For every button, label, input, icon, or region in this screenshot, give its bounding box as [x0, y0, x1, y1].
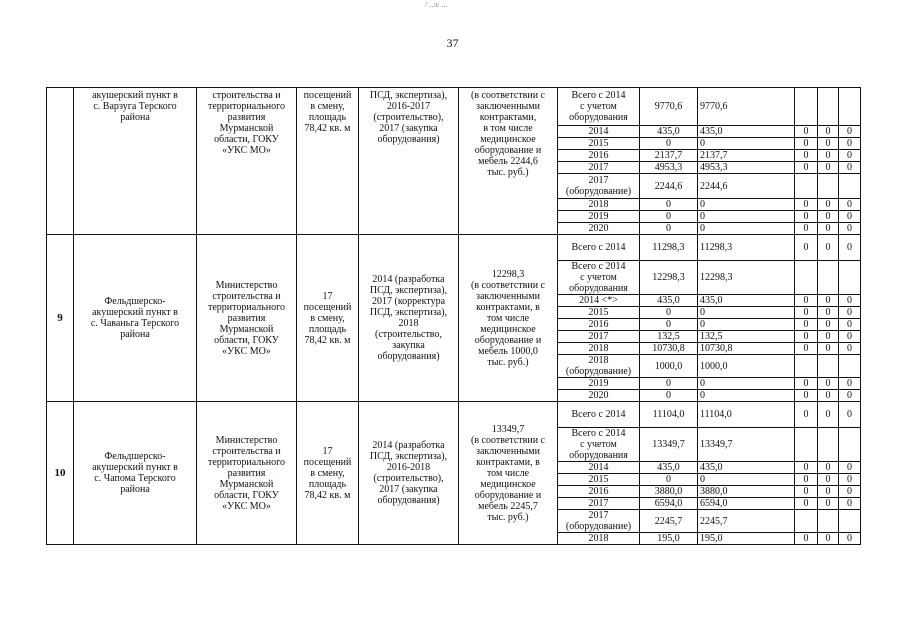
year-label-cell: 2015 — [558, 138, 640, 150]
amount-regional-cell: 435,0 — [698, 295, 795, 307]
amount-local-cell — [818, 88, 839, 126]
amount-local-cell: 0 — [818, 402, 839, 428]
amount-total-cell: 2137,7 — [640, 150, 698, 162]
amount-other-cell — [839, 261, 861, 295]
amount-total-cell: 435,0 — [640, 126, 698, 138]
amount-federal-cell: 0 — [795, 319, 818, 331]
table-row — [47, 235, 861, 261]
period-cell: 2014 (разработка ПСД, экспертиза), 2016-2018 (строительство), 2017 (закупка оборудования) — [359, 402, 459, 545]
amount-federal-cell: 0 — [795, 378, 818, 390]
amount-federal-cell: 0 — [795, 235, 818, 261]
amount-federal-cell: 0 — [795, 211, 818, 223]
amount-federal-cell: 0 — [795, 150, 818, 162]
cost-cell: (в соответствии с заключенными контрактами, в том числе медицинское оборудование и мебель 2244,6 тыс. руб.) — [459, 88, 558, 235]
year-label-cell: 2015 — [558, 474, 640, 486]
amount-local-cell: 0 — [818, 199, 839, 211]
year-label-cell: 2016 — [558, 486, 640, 498]
amount-regional-cell: 11298,3 — [698, 235, 795, 261]
object-name-cell: Фельдшерско- акушерский пункт в с. Чапома Терского района — [74, 402, 197, 545]
year-label-cell: 2014 <*> — [558, 295, 640, 307]
amount-local-cell — [818, 261, 839, 295]
amount-total-cell: 0 — [640, 199, 698, 211]
amount-other-cell — [839, 428, 861, 462]
amount-local-cell: 0 — [818, 150, 839, 162]
year-label-cell: 2017 — [558, 331, 640, 343]
period-cell: ПСД, экспертиза), 2016-2017 (строительство), 2017 (закупка оборудования) — [359, 88, 459, 235]
amount-regional-cell: 13349,7 — [698, 428, 795, 462]
amount-other-cell: 0 — [839, 390, 861, 402]
amount-regional-cell: 0 — [698, 390, 795, 402]
amount-regional-cell: 435,0 — [698, 462, 795, 474]
amount-federal-cell: 0 — [795, 199, 818, 211]
year-label-cell: 2020 — [558, 223, 640, 235]
amount-federal-cell — [795, 261, 818, 295]
amount-federal-cell: 0 — [795, 162, 818, 174]
amount-total-cell: 0 — [640, 223, 698, 235]
executor-cell: Министерство строительства и территориального развития Мурманской области, ГОКУ «УКС МО» — [197, 235, 297, 402]
amount-federal-cell: 0 — [795, 402, 818, 428]
year-label-cell: Всего с 2014 с учетом оборудования — [558, 428, 640, 462]
amount-federal-cell: 0 — [795, 295, 818, 307]
year-label-cell: Всего с 2014 — [558, 402, 640, 428]
year-label-cell: Всего с 2014 — [558, 235, 640, 261]
amount-local-cell: 0 — [818, 331, 839, 343]
cost-cell: 13349,7 (в соответствии с заключенными контрактами, в том числе медицинское оборудование и мебель 2245,7 тыс. руб.) — [459, 402, 558, 545]
year-label-cell: 2018 (оборудование) — [558, 355, 640, 378]
amount-regional-cell: 2244,6 — [698, 174, 795, 199]
amount-other-cell: 0 — [839, 126, 861, 138]
executor-cell: строительства и территориального развития Мурманской области, ГОКУ «УКС МО» — [197, 88, 297, 235]
amount-regional-cell: 0 — [698, 307, 795, 319]
amount-local-cell: 0 — [818, 498, 839, 510]
amount-local-cell: 0 — [818, 343, 839, 355]
capacity-cell: 17 посещений в смену, площадь 78,42 кв. м — [297, 235, 359, 402]
amount-regional-cell: 435,0 — [698, 126, 795, 138]
amount-total-cell: 0 — [640, 307, 698, 319]
amount-total-cell: 3880,0 — [640, 486, 698, 498]
amount-federal-cell: 0 — [795, 343, 818, 355]
amount-federal-cell: 0 — [795, 498, 818, 510]
year-label-cell: 2014 — [558, 126, 640, 138]
amount-regional-cell: 10730,8 — [698, 343, 795, 355]
page-number: 37 — [446, 36, 459, 50]
amount-local-cell: 0 — [818, 486, 839, 498]
amount-local-cell: 0 — [818, 211, 839, 223]
amount-other-cell: 0 — [839, 462, 861, 474]
amount-local-cell: 0 — [818, 162, 839, 174]
amount-federal-cell: 0 — [795, 462, 818, 474]
amount-local-cell — [818, 428, 839, 462]
object-name-cell: Фельдшерско- акушерский пункт в с. Чаваньга Терского района — [74, 235, 197, 402]
amount-other-cell: 0 — [839, 331, 861, 343]
amount-other-cell: 0 — [839, 199, 861, 211]
amount-local-cell: 0 — [818, 235, 839, 261]
amount-regional-cell: 0 — [698, 138, 795, 150]
year-label-cell: Всего с 2014 с учетом оборудования — [558, 261, 640, 295]
amount-local-cell — [818, 174, 839, 199]
year-label-cell: 2016 — [558, 319, 640, 331]
amount-total-cell: 0 — [640, 390, 698, 402]
amount-other-cell: 0 — [839, 498, 861, 510]
amount-regional-cell: 6594,0 — [698, 498, 795, 510]
amount-regional-cell: 0 — [698, 199, 795, 211]
amount-total-cell: 6594,0 — [640, 498, 698, 510]
row-number: 10 — [47, 402, 74, 545]
amount-total-cell: 11298,3 — [640, 235, 698, 261]
amount-total-cell: 0 — [640, 319, 698, 331]
amount-regional-cell: 0 — [698, 474, 795, 486]
amount-total-cell: 1000,0 — [640, 355, 698, 378]
amount-total-cell: 12298,3 — [640, 261, 698, 295]
amount-local-cell — [818, 355, 839, 378]
amount-local-cell: 0 — [818, 307, 839, 319]
amount-other-cell: 0 — [839, 378, 861, 390]
amount-regional-cell: 2137,7 — [698, 150, 795, 162]
amount-federal-cell: 0 — [795, 223, 818, 235]
year-label-cell: 2018 — [558, 533, 640, 545]
amount-regional-cell: 0 — [698, 378, 795, 390]
amount-other-cell: 0 — [839, 474, 861, 486]
amount-total-cell: 195,0 — [640, 533, 698, 545]
amount-federal-cell: 0 — [795, 390, 818, 402]
amount-total-cell: 4953,3 — [640, 162, 698, 174]
year-label-cell: 2020 — [558, 390, 640, 402]
amount-total-cell: 2245,7 — [640, 510, 698, 533]
amount-total-cell: 9770,6 — [640, 88, 698, 126]
amount-other-cell — [839, 88, 861, 126]
amount-other-cell: 0 — [839, 295, 861, 307]
year-label-cell: 2018 — [558, 199, 640, 211]
amount-local-cell: 0 — [818, 474, 839, 486]
year-label-cell: 2018 — [558, 343, 640, 355]
program-table — [46, 87, 861, 545]
amount-local-cell — [818, 510, 839, 533]
amount-regional-cell: 4953,3 — [698, 162, 795, 174]
amount-local-cell: 0 — [818, 295, 839, 307]
amount-federal-cell — [795, 428, 818, 462]
amount-federal-cell — [795, 174, 818, 199]
amount-federal-cell: 0 — [795, 533, 818, 545]
amount-regional-cell: 9770,6 — [698, 88, 795, 126]
amount-other-cell: 0 — [839, 138, 861, 150]
table-row — [47, 402, 861, 428]
amount-federal-cell: 0 — [795, 307, 818, 319]
amount-other-cell: 0 — [839, 402, 861, 428]
amount-local-cell: 0 — [818, 390, 839, 402]
amount-local-cell: 0 — [818, 378, 839, 390]
amount-regional-cell: 0 — [698, 223, 795, 235]
capacity-cell: 17 посещений в смену, площадь 78,42 кв. м — [297, 402, 359, 545]
top-mark: / ..л/ ... — [425, 0, 448, 9]
amount-federal-cell — [795, 88, 818, 126]
amount-total-cell: 435,0 — [640, 295, 698, 307]
row-number: 9 — [47, 235, 74, 402]
year-label-cell: 2017 — [558, 162, 640, 174]
amount-local-cell: 0 — [818, 138, 839, 150]
year-label-cell: Всего с 2014 с учетом оборудования — [558, 88, 640, 126]
amount-regional-cell: 12298,3 — [698, 261, 795, 295]
amount-federal-cell: 0 — [795, 126, 818, 138]
amount-other-cell: 0 — [839, 162, 861, 174]
amount-federal-cell: 0 — [795, 331, 818, 343]
amount-other-cell — [839, 355, 861, 378]
amount-local-cell: 0 — [818, 533, 839, 545]
amount-federal-cell: 0 — [795, 138, 818, 150]
year-label-cell: 2014 — [558, 462, 640, 474]
amount-other-cell: 0 — [839, 319, 861, 331]
amount-regional-cell: 2245,7 — [698, 510, 795, 533]
year-label-cell: 2016 — [558, 150, 640, 162]
amount-total-cell: 2244,6 — [640, 174, 698, 199]
amount-other-cell: 0 — [839, 150, 861, 162]
amount-regional-cell: 132,5 — [698, 331, 795, 343]
amount-regional-cell: 3880,0 — [698, 486, 795, 498]
amount-other-cell: 0 — [839, 486, 861, 498]
row-number — [47, 88, 74, 235]
cost-cell: 12298,3 (в соответствии с заключенными контрактами, в том числе медицинское оборудование и мебель 1000,0 тыс. руб.) — [459, 235, 558, 402]
amount-federal-cell: 0 — [795, 486, 818, 498]
year-label-cell: 2017 (оборудование) — [558, 510, 640, 533]
amount-federal-cell — [795, 355, 818, 378]
amount-total-cell: 10730,8 — [640, 343, 698, 355]
amount-other-cell — [839, 174, 861, 199]
amount-total-cell: 0 — [640, 138, 698, 150]
amount-local-cell: 0 — [818, 223, 839, 235]
amount-regional-cell: 11104,0 — [698, 402, 795, 428]
amount-other-cell: 0 — [839, 223, 861, 235]
year-label-cell: 2019 — [558, 211, 640, 223]
amount-other-cell: 0 — [839, 533, 861, 545]
amount-regional-cell: 0 — [698, 211, 795, 223]
amount-other-cell — [839, 510, 861, 533]
capacity-cell: посещений в смену, площадь 78,42 кв. м — [297, 88, 359, 235]
amount-federal-cell: 0 — [795, 474, 818, 486]
amount-local-cell: 0 — [818, 126, 839, 138]
year-label-cell: 2019 — [558, 378, 640, 390]
amount-total-cell: 11104,0 — [640, 402, 698, 428]
amount-federal-cell — [795, 510, 818, 533]
amount-regional-cell: 195,0 — [698, 533, 795, 545]
year-label-cell: 2017 — [558, 498, 640, 510]
amount-total-cell: 0 — [640, 211, 698, 223]
amount-other-cell: 0 — [839, 343, 861, 355]
period-cell: 2014 (разработка ПСД, экспертиза), 2017 (корректура ПСД, экспертиза), 2018 (строительство, закупка оборудования) — [359, 235, 459, 402]
amount-total-cell: 0 — [640, 378, 698, 390]
table-row — [47, 88, 861, 126]
amount-total-cell: 0 — [640, 474, 698, 486]
executor-cell: Министерство строительства и территориального развития Мурманской области, ГОКУ «УКС МО» — [197, 402, 297, 545]
year-label-cell: 2017 (оборудование) — [558, 174, 640, 199]
amount-local-cell: 0 — [818, 462, 839, 474]
amount-other-cell: 0 — [839, 211, 861, 223]
amount-other-cell: 0 — [839, 235, 861, 261]
amount-other-cell: 0 — [839, 307, 861, 319]
amount-regional-cell: 1000,0 — [698, 355, 795, 378]
object-name-cell: акушерский пункт в с. Варзуга Терского района — [74, 88, 197, 235]
amount-total-cell: 435,0 — [640, 462, 698, 474]
amount-total-cell: 132,5 — [640, 331, 698, 343]
amount-total-cell: 13349,7 — [640, 428, 698, 462]
year-label-cell: 2015 — [558, 307, 640, 319]
amount-regional-cell: 0 — [698, 319, 795, 331]
amount-local-cell: 0 — [818, 319, 839, 331]
